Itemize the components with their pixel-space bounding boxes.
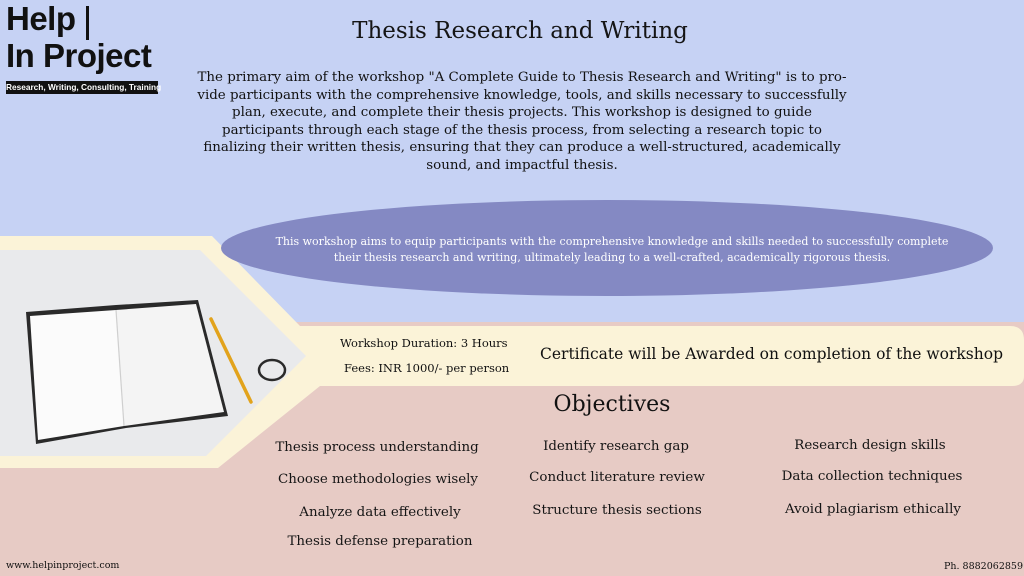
- logo-line1: Help: [6, 0, 76, 37]
- objective-item: Research design skills: [794, 438, 946, 453]
- objective-item: Thesis defense preparation: [287, 534, 473, 549]
- objective-item: Thesis process understanding: [275, 440, 479, 455]
- objective-item: Conduct literature review: [529, 470, 705, 485]
- objective-item: Identify research gap: [543, 439, 689, 454]
- aim-text: This workshop aims to equip participants with the comprehensive knowledge and skills needed to successfully complete their thesis research and writing, ultimately leading to a well-crafted, academically rigorous thesis.: [275, 235, 949, 264]
- website-link[interactable]: www.helpinproject.com: [6, 560, 120, 571]
- logo-divider: [86, 6, 89, 40]
- logo: [6, 0, 162, 92]
- workshop-duration: Workshop Duration: 3 Hours: [340, 336, 508, 350]
- logo-line2: In Project: [6, 37, 152, 74]
- intro-paragraph: The primary aim of the workshop "A Complete Guide to Thesis Research and Writing" is to pro-vide participants with the comprehensive knowledge, tools, and skills necessary to successfully plan, execute, and complete their thesis projects. This workshop is designed to guide participants through each stage of the thesis process, from selecting a research topic to finalizing their written thesis, ensuring that they can produce a well-structured, academically sound, and impactful thesis.: [197, 70, 847, 173]
- objective-item: Analyze data effectively: [299, 505, 461, 520]
- objective-item: Avoid plagiarism ethically: [785, 502, 961, 517]
- objective-item: Structure thesis sections: [532, 503, 702, 518]
- certificate-note: Certificate will be Awarded on completion of the workshop: [540, 345, 1003, 363]
- workshop-fees: Fees: INR 1000/- per person: [344, 361, 510, 375]
- page-title: Thesis Research and Writing: [352, 18, 688, 44]
- logo-tagline: Research, Writing, Consulting, Training: [6, 82, 162, 92]
- objectives-heading: Objectives: [553, 392, 671, 417]
- objective-item: Choose methodologies wisely: [277, 472, 478, 487]
- objective-item: Data collection techniques: [781, 469, 963, 484]
- phone-number: Ph. 8882062859: [944, 561, 1023, 572]
